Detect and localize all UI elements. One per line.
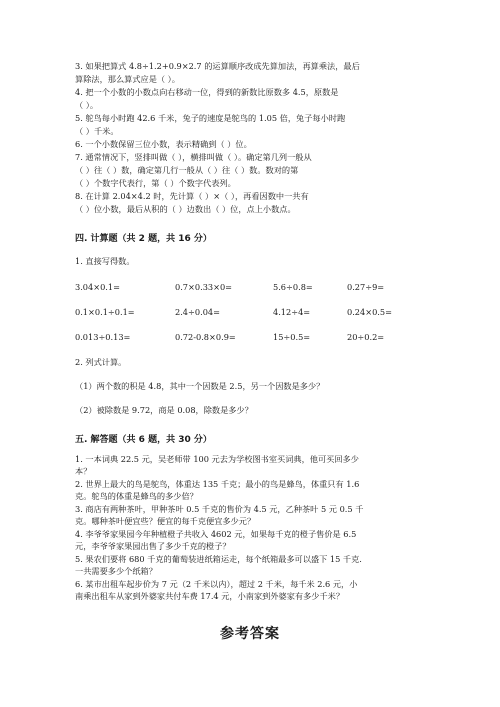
question-8-line-1: 8. 在计算 2.04×4.2 时，先计算（ ）×（ ），再看因数中一共有 [75,191,309,201]
section-4-subquestion-2: （2）被除数是 9.72，商是 0.08，除数是多少？ [75,405,253,415]
question-6-line: 6. 一个小数保留三位小数，表示精确到（ ）位。 [75,139,252,149]
section-4-heading: 四. 计算题（共 2 题，共 16 分） [75,234,212,244]
question-8-line-2: （ ）位小数，最后从积的（ ）边数出（ ）位，点上小数点。 [75,204,296,214]
problem-2-line-1: 2. 世界上最大的鸟是鸵鸟，体重达 135 千克；最小的鸟是蜂鸟，体重只有 1.6 [75,479,360,489]
calc-item: 0.1×0.1÷0.1= [75,307,135,317]
problem-3-line-1: 3. 商店有两种茶叶，甲种茶叶 0.5 千克的售价为 4.5 元，乙种茶叶 5 元 0.5 千 [75,504,364,514]
calc-item: 0.7×0.33×0= [175,282,233,292]
answer-key-heading: 参考答案 [220,626,280,642]
section-4-subquestion-1: （1）两个数的积是 4.8，其中一个因数是 2.5，另一个因数是多少？ [75,381,325,391]
problem-5-line-2: 一共需要多少个纸箱？ [75,566,157,576]
calc-item: 0.24×0.5= [347,307,392,317]
question-5-line-2: （ ）千米。 [75,126,119,136]
question-7-line-1: 7. 通常情况下，竖排叫做（ ），横排叫做（ ）。确定第几列一般从 [75,152,312,162]
calc-item: 2.4÷0.04= [175,307,220,317]
problem-4-line-1: 4. 李爷爷家果园今年种植橙子共收入 4602 元，如果每千克的橙子售价是 6.5 [75,529,357,539]
problem-5-line-1: 5. 果农们要将 680 千克的葡萄装进纸箱运走，每个纸箱最多可以盛下 15 千克. [75,554,362,564]
question-7-line-3: （ ）个数字代表行，第（ ）个数字代表列。 [75,178,236,188]
calc-item: 0.72-0.8×0.9= [175,332,236,342]
problem-1-line-1: 1. 一本词典 22.5 元，吴老师带 100 元去为学校图书室买词典，他可买回多少 [75,454,359,464]
calc-item: 4.12÷4= [273,307,311,317]
calc-item: 0.27÷9= [347,282,385,292]
calc-item: 20÷0.2= [347,332,385,342]
question-4-line-2: （ ）。 [75,100,99,110]
problem-4-line-2: 元，李爷爷家果园出售了多少千克的橙子？ [75,541,231,551]
question-3-line-2: 算除法，那么算式应是（ ）。 [75,74,180,84]
question-3-line-1: 3. 如果把算式 4.8÷1.2+0.9×2.7 的运算顺序改成先算加法，再算乘法，最后 [75,61,360,71]
calc-item: 0.013÷0.13= [75,332,131,342]
section-4-question-2: 2. 列式计算。 [75,357,127,367]
section-5-heading: 五. 解答题（共 6 题，共 30 分） [75,435,212,445]
question-4-line-1: 4. 把一个小数的小数点向右移动一位，得到的新数比原数多 4.5，原数是 [75,87,339,97]
section-4-question-1: 1. 直接写得数。 [75,256,135,266]
question-5-line-1: 5. 鸵鸟每小时跑 42.6 千米，兔子的速度是鸵鸟的 1.05 倍，兔子每小时跑 [75,113,346,123]
question-7-line-2: （ ）往（ ）数，确定第几行一般从（ ）往（ ）数。数对的第 [75,165,299,175]
problem-6-line-2: 南乘出租车从家到外婆家共付车费 17.4 元，小南家到外婆家有多少千米？ [75,591,345,601]
problem-1-line-2: 本？ [75,466,92,476]
calc-item: 15÷0.5= [273,332,311,342]
calc-item: 5.6÷0.8= [273,282,313,292]
problem-3-line-2: 克。哪种茶叶便宜些？便宜的每千克便宜多少元？ [75,516,256,526]
calc-item: 3.04×0.1= [75,282,120,292]
problem-6-line-1: 6. 某市出租车起步价为 7 元（2 千米以内），超过 2 千米，每千米 2.6 元，小 [75,579,358,589]
problem-2-line-2: 克。鸵鸟的体重是蜂鸟的多少倍？ [75,491,198,501]
